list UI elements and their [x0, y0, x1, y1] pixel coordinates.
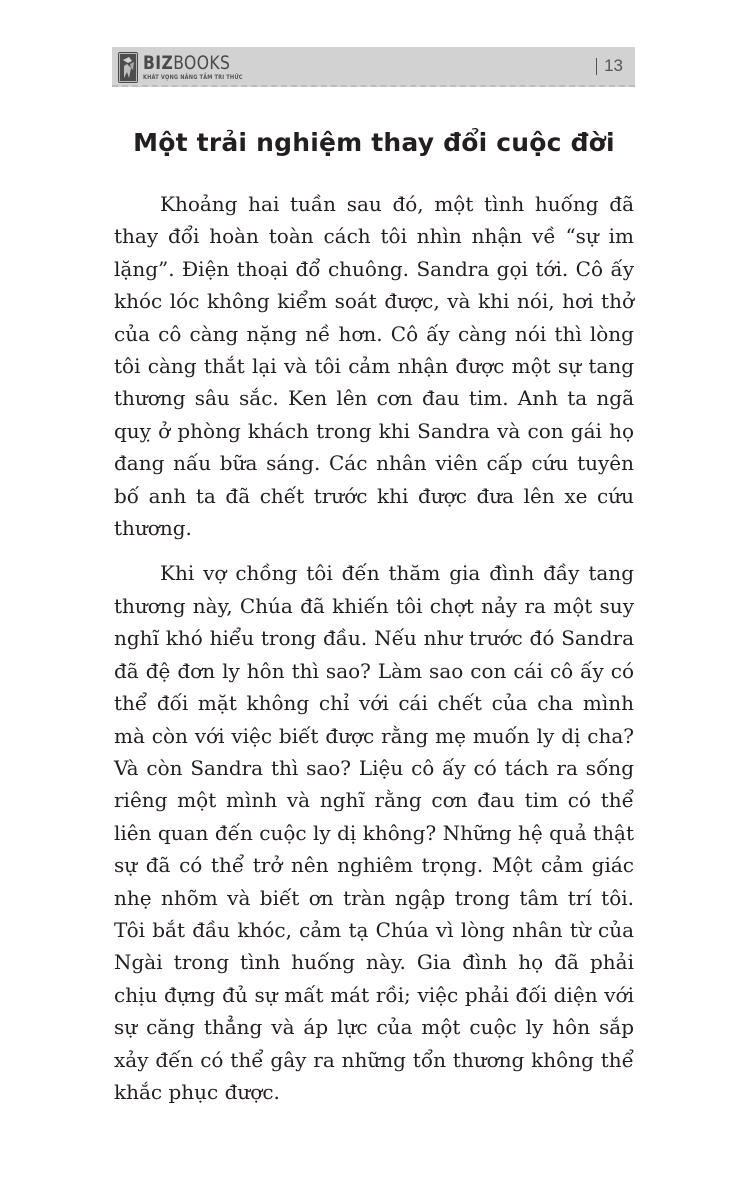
- page-number: [596, 56, 623, 76]
- logo-brand: [143, 51, 239, 74]
- logo-brand-bold: BIZ: [143, 51, 174, 74]
- logo-tagline: KHÁT VỌNG NÂNG TẦM TRI THỨC: [143, 73, 243, 81]
- publisher-logo: [118, 50, 260, 84]
- bizbooks-logo-icon: [118, 52, 138, 83]
- logo-brand-regular: BOOKS: [173, 51, 231, 74]
- section-title: Một trải nghiệm thay đổi cuộc đời: [133, 128, 615, 157]
- logo-text: [143, 51, 260, 81]
- paragraph: Khi vợ chồng tôi đến thăm gia đình đầy tang thương này, Chúa đã khiến tôi chợt nảy ra một suy nghĩ khó hiểu trong đầu. Nếu như trước đó Sandra đã đệ đơn ly hôn thì sao? Làm sao con cái cô ấy có thể đối mặt không chỉ với cái chết của cha mình mà còn với việc biết được rằng mẹ muốn ly dị cha? Và còn Sandra thì sao? Liệu cô ấy có tách ra sống riêng một mình và nghĩ rằng cơn đau tim có thể liên quan đến cuộc ly dị không? Những hệ quả thật sự đã có thể trở nên nghiêm trọng. Một cảm giác nhẹ nhõm và biết ơn tràn ngập trong tâm trí tôi. Tôi bắt đầu khóc, cảm tạ Chúa vì lòng nhân từ của Ngài trong tình huống này. Gia đình họ đã phải chịu đựng đủ sự mất mát rồi; việc phải đối diện với sự căng thẳng và áp lực của một cuộc ly hôn sắp xảy đến có thể gây ra những tổn thương không thể khắc phục được.: [114, 561, 634, 1104]
- body-text: [114, 188, 634, 1121]
- page-number-value: 13: [604, 56, 623, 75]
- page-number-separator: [596, 58, 597, 75]
- paragraph: Khoảng hai tuần sau đó, một tình huống đã thay đổi hoàn toàn cách tôi nhìn nhận về “sự im lặng”. Điện thoại đổ chuông. Sandra gọi tới. Cô ấy khóc lóc không kiểm soát được, và khi nói, hơi thở của cô càng nặng nề hơn. Cô ấy càng nói thì lòng tôi càng thắt lại và tôi cảm nhận được một sự tang thương sâu sắc. Ken lên cơn đau tim. Anh ta ngã quỵ ở phòng khách trong khi Sandra và con gái họ đang nấu bữa sáng. Các nhân viên cấp cứu tuyên bố anh ta đã chết trước khi được đưa lên xe cứu thương.: [114, 192, 634, 541]
- running-header: [112, 47, 635, 87]
